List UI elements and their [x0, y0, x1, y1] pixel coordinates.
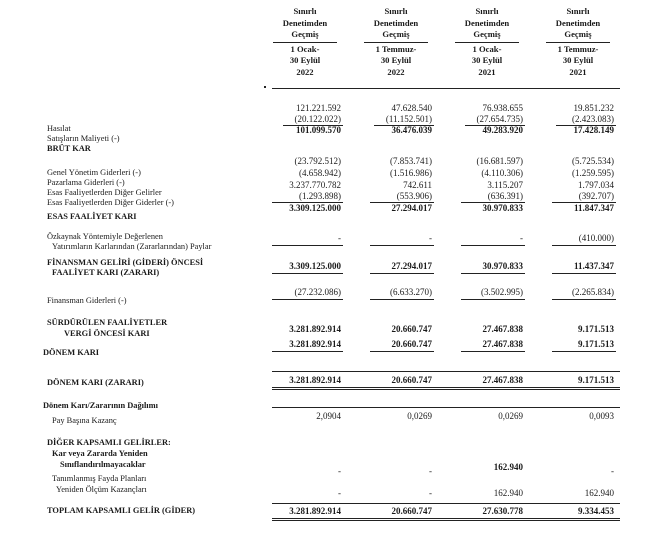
label-dagilimi: Dönem Karı/Zararının Dağılımı	[43, 401, 158, 410]
value-pay-basina-col2: 0,0269	[407, 411, 432, 421]
total-rule	[461, 273, 525, 274]
subtotal-rule	[552, 245, 616, 246]
value-kar-zarar-col4: -	[611, 466, 614, 476]
value-finansman-giderleri-col1: (27.232.086)	[294, 287, 341, 297]
label-diger-kapsamli: DİĞER KAPSAMLI GELİRLER:	[47, 438, 171, 447]
label-kar-zarar-2: Sınıflandırılmayacaklar	[60, 460, 146, 469]
value-donem-kari-col3: 27.467.838	[482, 339, 523, 349]
value-ozkaynak-col3: -	[520, 233, 523, 243]
section-rule	[272, 371, 620, 372]
total-rule	[552, 273, 616, 274]
value-toplam-kapsamli-col2: 20.660.747	[391, 506, 432, 516]
value-hasilat-col1: 121.221.592	[296, 103, 341, 113]
header-rule	[455, 42, 519, 43]
label-surdurulen-1: SÜRDÜRÜLEN FAALİYETLER	[47, 318, 168, 327]
value-diger-giderler-col1: (1.293.898)	[299, 191, 341, 201]
header-rule	[273, 42, 337, 43]
value-satis-maliyeti-col3: (27.654.735)	[476, 114, 523, 124]
label-esas-faaliyet-kari: ESAS FAALİYET KARI	[47, 212, 137, 221]
subtotal-rule	[272, 245, 343, 246]
header-line: Geçmiş	[473, 29, 501, 39]
label-ozkaynak-1: Özkaynak Yöntemiyle Değerlenen	[47, 232, 163, 241]
value-hasilat-col2: 47.628.540	[391, 103, 432, 113]
header-line: 2021	[478, 66, 496, 77]
value-pazarlama-col2: (1.516.986)	[390, 168, 432, 178]
value-finansman-giderleri-col2: (6.633.270)	[390, 287, 432, 297]
header-line: 2021	[569, 66, 587, 77]
header-line: Geçmiş	[382, 29, 410, 39]
value-esas-faaliyet-col4: 11.847.347	[573, 203, 614, 213]
value-ozkaynak-col4: (410.000)	[578, 233, 614, 243]
header-line: 1 Ocak-	[472, 43, 502, 54]
value-diger-gelirler-col3: 3.115.207	[487, 180, 523, 190]
label-genel-yonetim: Genel Yönetim Giderleri (-)	[47, 168, 141, 177]
label-toplam-kapsamli: TOPLAM KAPSAMLI GELİR (GİDER)	[47, 506, 196, 515]
label-finansman-oncesi-2: FAALİYET KARI (ZARARI)	[52, 268, 160, 277]
total-rule	[552, 351, 616, 352]
subtotal-rule	[370, 245, 434, 246]
header-rule	[364, 42, 428, 43]
value-satis-maliyeti-col2: (11.152.501)	[385, 114, 432, 124]
value-toplam-kapsamli-col3: 27.630.778	[482, 506, 523, 516]
header-line: Geçmiş	[564, 29, 592, 39]
header-line: 30 Eylül	[471, 55, 503, 65]
subtotal-rule	[272, 299, 343, 300]
value-donem-kari-col2: 20.660.747	[391, 339, 432, 349]
label-finansman-oncesi-1: FİNANSMAN GELİRİ (GİDERİ) ÖNCESİ	[47, 258, 204, 267]
value-kar-zarar-col1: -	[338, 466, 341, 476]
column-header-2	[356, 6, 436, 78]
value-tanimlanmis-col3: 162.940	[493, 488, 523, 498]
label-surdurulen-2: VERGİ ÖNCESİ KARI	[64, 329, 150, 338]
value-diger-gelirler-col1: 3.237.770.782	[289, 180, 341, 190]
value-pazarlama-col3: (4.110.306)	[481, 168, 523, 178]
value-esas-faaliyet-col1: 3.309.125.000	[289, 203, 341, 213]
header-line: Sınırlı	[293, 6, 317, 16]
label-pazarlama: Pazarlama Giderleri (-)	[47, 178, 125, 187]
label-finansman-giderleri: Finansman Giderleri (-)	[47, 296, 127, 305]
header-line: 2022	[296, 66, 314, 77]
value-brut-kar-col1: 101.099.570	[296, 125, 341, 135]
value-satis-maliyeti-col4: (2.423.083)	[572, 114, 614, 124]
value-donem-kari-col1: 3.281.892.914	[289, 339, 341, 349]
header-line: Sınırlı	[475, 6, 499, 16]
label-ozkaynak-2: Yatırımların Karlarından (Zararlarından) Paylar	[52, 242, 212, 251]
header-line: Denetimden	[282, 17, 328, 28]
label-brut-kar: BRÜT KAR	[47, 144, 91, 153]
value-toplam-kapsamli-col1: 3.281.892.914	[289, 506, 341, 516]
value-pay-basina-col4: 0,0093	[589, 411, 614, 421]
total-rule	[370, 351, 434, 352]
value-donem-kari-zarari-col1: 3.281.892.914	[289, 375, 341, 385]
subtotal-rule	[461, 299, 525, 300]
label-satis-maliyeti: Satışların Maliyeti (-)	[47, 134, 120, 143]
value-hasilat-col3: 76.938.655	[482, 103, 523, 113]
header-line: Denetimden	[464, 17, 510, 28]
subtotal-rule	[552, 299, 616, 300]
header-line: 1 Ocak-	[290, 43, 320, 54]
total-rule	[272, 351, 343, 352]
section-rule	[272, 503, 620, 504]
value-ozkaynak-col2: -	[429, 233, 432, 243]
value-ozkaynak-col1: -	[338, 233, 341, 243]
value-brut-kar-col3: 49.283.920	[482, 125, 523, 135]
value-diger-gelirler-col4: 1.797.034	[578, 180, 614, 190]
value-pay-basina-col1: 2,0904	[316, 411, 341, 421]
value-diger-giderler-col3: (636.391)	[487, 191, 523, 201]
value-finansman-giderleri-col3: (3.502.995)	[481, 287, 523, 297]
header-line: 1 Temmuz-	[557, 43, 599, 54]
header-line: 2022	[387, 66, 405, 77]
double-total-rule	[272, 387, 620, 390]
column-header-3	[447, 6, 527, 78]
value-pay-basina-col3: 0,0269	[498, 411, 523, 421]
section-rule	[272, 407, 620, 408]
value-surdurulen-col2: 20.660.747	[391, 324, 432, 334]
total-rule	[272, 273, 343, 274]
header-line: Denetimden	[555, 17, 601, 28]
value-tanimlanmis-col1: -	[338, 488, 341, 498]
value-surdurulen-col1: 3.281.892.914	[289, 324, 341, 334]
label-hasilat: Hasılat	[47, 124, 71, 133]
value-diger-gelirler-col2: 742.611	[403, 180, 432, 190]
value-toplam-kapsamli-col4: 9.334.453	[578, 506, 614, 516]
value-satis-maliyeti-col1: (20.122.022)	[294, 114, 341, 124]
value-donem-kari-col4: 9.171.513	[578, 339, 614, 349]
label-pay-basina: Pay Başına Kazanç	[52, 416, 117, 425]
total-rule	[461, 351, 525, 352]
header-line: Sınırlı	[566, 6, 590, 16]
label-diger-giderler: Esas Faaliyetlerden Diğer Giderler (-)	[47, 198, 174, 207]
value-surdurulen-col4: 9.171.513	[578, 324, 614, 334]
value-genel-yonetim-col3: (16.681.597)	[476, 156, 523, 166]
value-hasilat-col4: 19.851.232	[573, 103, 614, 113]
label-kar-zarar-1: Kar veya Zararda Yeniden	[52, 449, 148, 458]
value-donem-kari-zarari-col3: 27.467.838	[482, 375, 523, 385]
label-tanimlanmis-1: Tanımlanmış Fayda Planları	[52, 474, 147, 483]
value-pazarlama-col1: (4.658.942)	[299, 168, 341, 178]
value-surdurulen-col3: 27.467.838	[482, 324, 523, 334]
value-tanimlanmis-col4: 162.940	[584, 488, 614, 498]
header-line: 30 Eylül	[289, 55, 321, 65]
value-finansman-oncesi-col2: 27.294.017	[391, 261, 432, 271]
label-donem-kari-zarari: DÖNEM KARI (ZARARI)	[47, 378, 144, 387]
header-line: Geçmiş	[291, 29, 319, 39]
double-total-rule	[272, 518, 620, 521]
column-header-1	[265, 6, 345, 78]
value-brut-kar-col2: 36.476.039	[391, 125, 432, 135]
value-finansman-giderleri-col4: (2.265.834)	[572, 287, 614, 297]
value-genel-yonetim-col2: (7.853.741)	[390, 156, 432, 166]
header-line: 30 Eylül	[380, 55, 412, 65]
header-rule	[546, 42, 610, 43]
value-genel-yonetim-col1: (23.792.512)	[294, 156, 341, 166]
value-finansman-oncesi-col4: 11.437.347	[573, 261, 614, 271]
header-line: Denetimden	[373, 17, 419, 28]
column-header-4	[538, 6, 618, 78]
value-brut-kar-col4: 17.428.149	[573, 125, 614, 135]
value-esas-faaliyet-col2: 27.294.017	[391, 203, 432, 213]
header-marker	[264, 86, 266, 88]
label-diger-gelirler: Esas Faaliyetlerden Diğer Gelirler	[47, 188, 162, 197]
value-finansman-oncesi-col3: 30.970.833	[482, 261, 523, 271]
value-diger-giderler-col4: (392.707)	[578, 191, 614, 201]
label-tanimlanmis-2: Yeniden Ölçüm Kazançları	[56, 485, 147, 494]
value-esas-faaliyet-col3: 30.970.833	[482, 203, 523, 213]
header-line: Sınırlı	[384, 6, 408, 16]
value-tanimlanmis-col2: -	[429, 488, 432, 498]
value-genel-yonetim-col4: (5.725.534)	[572, 156, 614, 166]
value-kar-zarar-col2: -	[429, 466, 432, 476]
value-kar-zarar-col3: 162.940	[493, 462, 523, 472]
header-line: 1 Temmuz-	[375, 43, 417, 54]
header-line: 30 Eylül	[562, 55, 594, 65]
subtotal-rule	[370, 299, 434, 300]
value-donem-kari-zarari-col4: 9.171.513	[578, 375, 614, 385]
value-pazarlama-col4: (1.259.595)	[572, 168, 614, 178]
value-donem-kari-zarari-col2: 20.660.747	[391, 375, 432, 385]
label-donem-kari: DÖNEM KARI	[43, 348, 100, 357]
value-finansman-oncesi-col1: 3.309.125.000	[289, 261, 341, 271]
value-diger-giderler-col2: (553.906)	[396, 191, 432, 201]
total-rule	[370, 273, 434, 274]
subtotal-rule	[461, 245, 525, 246]
header-bottom-rule	[272, 88, 620, 89]
